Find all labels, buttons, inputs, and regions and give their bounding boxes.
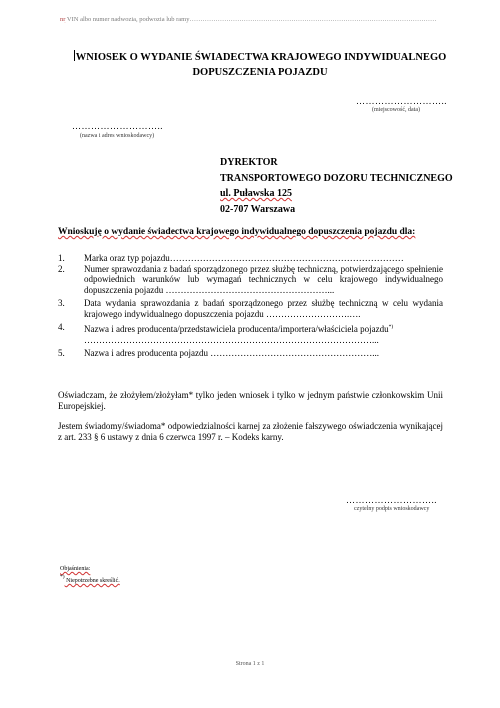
- item-number: 3.: [58, 298, 65, 308]
- item-number: 4.: [58, 322, 65, 332]
- list-item: [58, 348, 443, 359]
- addressee-line-4: 02-707 Warszawa: [220, 203, 296, 215]
- request-line: Wnioskuję o wydanie świadectwa krajowego indywidualnego dopuszczenia pojazdu dla:: [58, 227, 416, 237]
- title-line-1: WNIOSEK O WYDANIE ŚWIADECTWA KRAJOWEGO INDYWIDUALNEGO: [75, 52, 447, 63]
- addressee-line-3: ul. Puławska 125: [220, 188, 292, 199]
- list-item: [58, 322, 443, 345]
- notes-heading: Objaśnienia:: [60, 566, 91, 572]
- item-text[interactable]: Nazwa i adres producenta/przedstawiciela producenta/importera/właściciela pojazdu: [84, 324, 389, 334]
- applicant-label: (nazwa i adres wnioskodawcy): [80, 133, 155, 139]
- item-number: 1.: [58, 253, 65, 263]
- item-text[interactable]: Marka oraz typ pojazdu……………………………………………………………………: [84, 253, 404, 263]
- vin-hint-prefix: nr: [60, 16, 66, 23]
- item-continuation[interactable]: ……………………………………………………………………………………...: [84, 334, 379, 345]
- vin-hint-dots: ……………………………………………………………………………………………………: [189, 16, 437, 23]
- place-date-label: (miejscowość, data): [372, 107, 420, 113]
- addressee-line-2: TRANSPORTOWEGO DOZORU TECHNICZNEGO: [220, 172, 453, 184]
- addressee-block: [220, 155, 453, 217]
- signature-field[interactable]: ………………………..: [346, 495, 437, 505]
- list-item: [58, 253, 443, 264]
- declaration-criminal-liability: Jestem świadomy/świadoma* odpowiedzialności karnej za złożenie fałszywego oświadczenia wynikającej z art. 233 § 6 ustawy z dnia 6 czerwca 1997 r. – Kodeks karny.: [58, 421, 443, 442]
- item-text[interactable]: Data wydania sprawozdania z badań sporządzonego przez służbę techniczną w celu wydania krajowego indywidualnego dopuszczenia pojazdu ……………………….….: [84, 298, 443, 319]
- footnote-marker: *): [388, 324, 394, 330]
- place-date-field[interactable]: ………………………..: [356, 96, 447, 106]
- item-text[interactable]: Nazwa i adres producenta pojazdu ………………………………………………...: [84, 348, 379, 358]
- items-list: [58, 253, 443, 359]
- declaration-single-application: Oświadczam, że złożyłem/złożyłam* tylko jeden wniosek i tylko w jednym państwie członkowskim Unii Europejskiej.: [58, 390, 443, 411]
- notes-marker: *): [60, 574, 65, 580]
- notes-item: [60, 574, 120, 584]
- applicant-field[interactable]: ………………………..: [72, 121, 163, 131]
- item-number: 2.: [58, 263, 65, 274]
- item-text[interactable]: Numer sprawozdania z badań sporządzonego przez służbę techniczną, potwierdzającego spełnienie odpowiednich warunków lub wymagań technicznych w celu krajowego indywidualnego dopuszczenia pojazdu ………………………………………………...: [84, 263, 443, 295]
- addressee-line-1: DYREKTOR: [220, 157, 278, 168]
- vin-hint-line: [60, 16, 480, 23]
- title-line-2: DOPUSZCZENIA POJAZDU: [192, 67, 328, 78]
- text-cursor: [74, 50, 75, 61]
- list-item: [58, 298, 443, 319]
- item-number: 5.: [58, 348, 65, 358]
- signature-label: czytelny podpis wnioskodawcy: [354, 506, 430, 512]
- item-text-wrap: [84, 322, 443, 345]
- page-number: Strona 1 z 1: [235, 661, 265, 667]
- list-item: [58, 264, 443, 296]
- notes-item-text: Niepotrzebne skreślić.: [64, 578, 120, 584]
- vin-hint-text: VIN albo numer nadwozia, podwozia lub ramy: [65, 16, 190, 23]
- document-title: [40, 50, 480, 80]
